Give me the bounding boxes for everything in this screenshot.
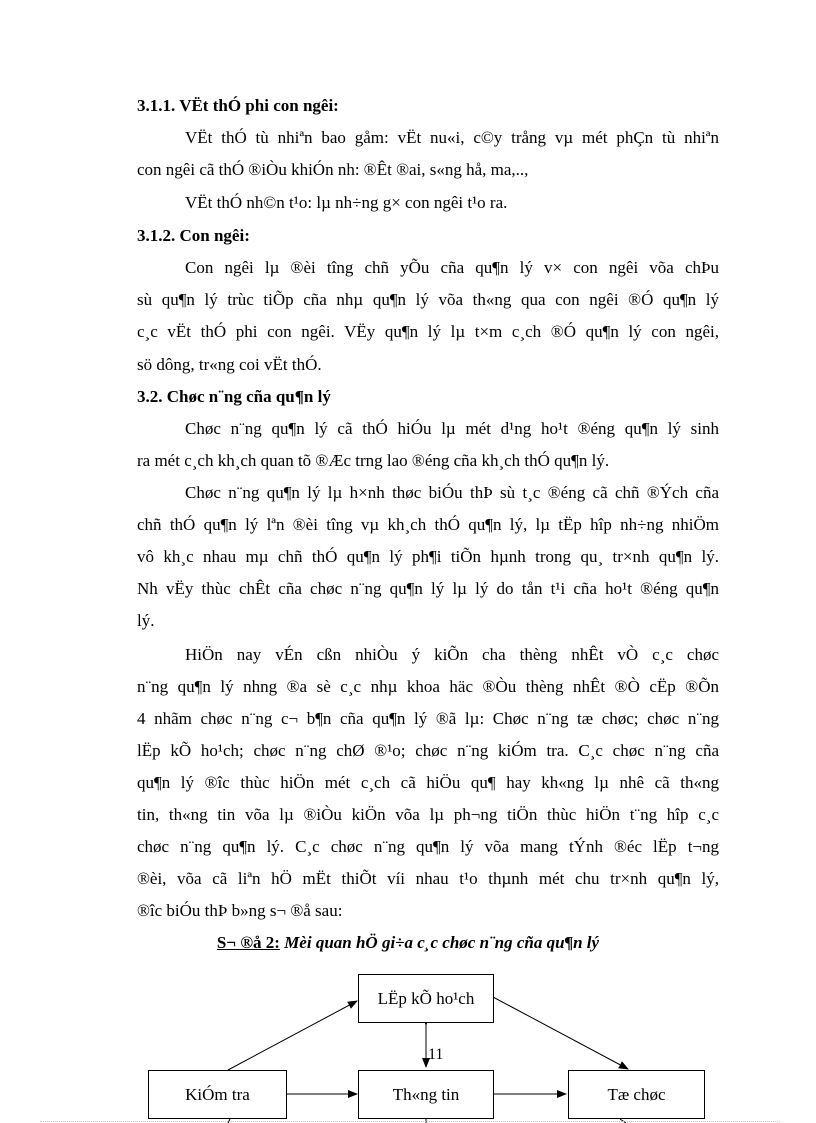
- planning-label: LËp kÕ ho¹ch: [377, 988, 475, 1008]
- control-label: KiÓm tra: [185, 1084, 250, 1104]
- paragraph-line: ®îc biÓu thÞ b»ng s¬ ®å sau:: [137, 901, 343, 920]
- section-heading-3-2: 3.2. Chøc n¨ng cña qu¶n lý: [137, 387, 331, 406]
- arrow-planning-to-organizing: [493, 997, 628, 1069]
- page-number: 11: [428, 1046, 444, 1063]
- control-box: [148, 1070, 287, 1119]
- paragraph-line: Con ngêi lµ ®èi tîng chñ yÕu cña qu¶n lý v× con ngêi võa chÞu: [185, 258, 719, 277]
- paragraph-line: sù qu¶n lý trùc tiÕp cña nhµ qu¶n lý võa th«ng qua con ngêi ®Ó qu¶n lý: [137, 290, 719, 309]
- paragraph-line: Nh vËy thùc chÊt cña chøc n¨ng qu¶n lý lµ lý do tån t¹i cña ho¹t ®éng qu¶n: [137, 579, 719, 598]
- paragraph-line: chøc n¨ng qu¶n lý. C¸c chøc n¨ng qu¶n lý võa mang tÝnh ®éc lËp t¬ng: [137, 837, 719, 856]
- paragraph-line: sö dông, tr«ng coi vËt thÓ.: [137, 355, 322, 374]
- paragraph-line: HiÖn nay vÉn cßn nhiÒu ý kiÕn cha thèng nhÊt vÒ c¸c chøc: [185, 645, 719, 664]
- information-label: Th«ng tin: [392, 1084, 460, 1104]
- organizing-box: [568, 1070, 705, 1119]
- caption-label: S¬ ®å 2:: [216, 933, 280, 952]
- paragraph-line: Chøc n¨ng qu¶n lý cã thÓ hiÓu lµ mét d¹ng ho¹t ®éng qu¶n lý sinh: [185, 419, 719, 438]
- page-bottom-divider: [40, 1121, 780, 1122]
- paragraph-line: tin, th«ng tin võa lµ ®iÒu kiÖn võa lµ ph¬ng tiÖn thùc hiÖn t¨ng hîp c¸c: [137, 805, 719, 824]
- paragraph-line: chñ thÓ qu¶n lý lªn ®èi tîng vµ kh¸ch thÓ qu¶n lý, lµ tËp hîp nh÷ng nhiÖm: [137, 515, 719, 534]
- paragraph-line: VËt thÓ tù nhiªn bao gåm: vËt nu«i, c©y trång vµ mét phÇn tù nhiªn: [185, 128, 719, 147]
- paragraph-line: Chøc n¨ng qu¶n lý lµ h×nh thøc biÓu thÞ sù t¸c ®éng cã chñ ®Ých cña: [185, 483, 719, 502]
- paragraph-line: ®èi, võa cã liªn hÖ mËt thiÕt víi nhau t¹o thµnh mét chu tr×nh qu¶n lý,: [137, 869, 719, 888]
- organizing-label: Tæ chøc: [607, 1084, 666, 1104]
- paragraph-line: VËt thÓ nh©n t¹o: lµ nh÷ng g× con ngêi t¹o ra.: [185, 193, 508, 212]
- paragraph-line: lý.: [137, 611, 155, 630]
- section-heading-3-1-2: 3.1.2. Con ngêi:: [137, 226, 250, 245]
- paragraph-line: n¨ng qu¶n lý nhng ®a sè c¸c nhµ khoa häc ®Òu thèng nhÊt ®Ò cËp ®Õn: [137, 677, 719, 696]
- caption-title: Mèi quan hÖ gi÷a c¸c chøc n¨ng cña qu¶n lý: [284, 933, 600, 952]
- paragraph-line: lËp kÕ ho¹ch; chøc n¨ng chØ ®¹o; chøc n¨ng kiÓm tra. C¸c chøc n¨ng cña: [137, 741, 719, 760]
- paragraph-line: ra mét c¸ch kh¸ch quan tõ ®Æc trng lao ®éng cña kh¸ch thÓ qu¶n lý.: [137, 451, 610, 470]
- paragraph-line: vô kh¸c nhau mµ chñ thÓ qu¶n lý ph¶i tiÕn hµnh trong qu¸ tr×nh qu¶n lý.: [137, 547, 719, 566]
- paragraph-line: 4 nhãm chøc n¨ng c¬ b¶n cña qu¶n lý ®ã lµ: Chøc n¨ng tæ chøc; chøc n¨ng: [137, 709, 719, 728]
- arrow-control-to-planning: [228, 1001, 357, 1070]
- information-box: [358, 1070, 494, 1119]
- paragraph-line: c¸c vËt thÓ phi con ngêi. VËy qu¶n lý lµ t×m c¸ch ®Ó qu¶n lý con ngêi,: [137, 322, 719, 341]
- section-heading-3-1-1: 3.1.1. VËt thÓ phi con ngêi:: [137, 96, 339, 115]
- paragraph-line: con ngêi cã thÓ ®iÒu khiÓn nh: ®Êt ®ai, s«ng hå, ma,..,: [137, 160, 529, 179]
- paragraph-line: qu¶n lý ®îc thùc hiÖn mét c¸ch cã hiÖu qu¶ hay kh«ng lµ nhê cã th«ng: [137, 773, 719, 792]
- planning-box: [358, 974, 494, 1023]
